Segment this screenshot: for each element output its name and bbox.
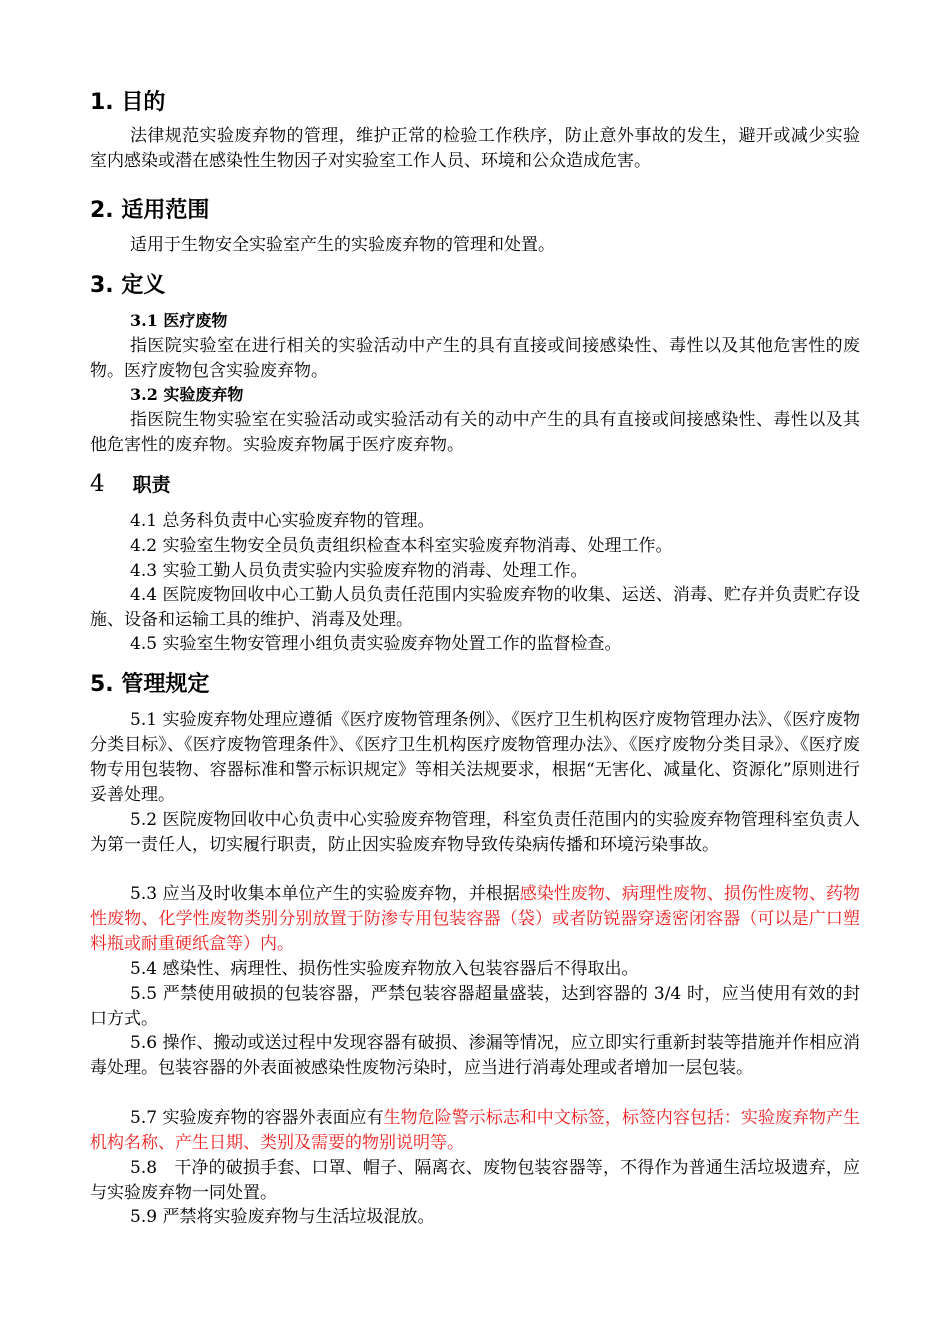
rule-5-8: 5.8 干净的破损手套、口罩、帽子、隔离衣、废物包装容器等，不得作为普通生活垃圾遗弃，应与实验废弃物一同处置。 [90,1158,860,1203]
section-2-heading: 2. 适用范围 [90,198,210,223]
duty-item: 4.2 实验室生物安全员负责组织检查本科室实验废弃物消毒、处理工作。 [130,536,673,556]
rule-5-7 [90,1106,860,1156]
section-4-number: 4 [90,471,105,497]
section-4-title: 职责 [132,474,171,496]
duty-item: 4.4 医院废物回收中心工勤人员负责任范围内实验废弃物的收集、运送、消毒、贮存并负责贮存设施、设备和运输工具的维护、消毒及处理。 [90,585,860,630]
rule-5-3 [90,882,860,957]
duty-item: 4.5 实验室生物安管理小组负责实验废弃物处置工作的监督检查。 [130,634,622,654]
rule-5-9: 5.9 严禁将实验废弃物与生活垃圾混放。 [130,1207,435,1227]
rule-5-5: 5.5 严禁使用破损的包装容器，严禁包装容器超量盛装，达到容器的 3/4 时，应当使用有效的封口方式。 [90,984,860,1029]
section-1-heading: 1. 目的 [90,90,166,115]
rule-5-4: 5.4 感染性、病理性、损伤性实验废弃物放入包装容器后不得取出。 [130,959,639,979]
section-4-heading [90,471,171,498]
section-5-heading: 5. 管理规定 [90,672,210,697]
definition-3-2-paragraph: 指医院生物实验室在实验活动或实验活动有关的动中产生的具有直接或间接感染性、毒性以及其他危害性的废弃物。实验废弃物属于医疗废弃物。 [90,410,860,455]
rule-5-3-text: 5.3 应当及时收集本单位产生的实验废弃物，并根据 [130,884,520,904]
section-1-paragraph: 法律规范实验废弃物的管理，维护正常的检验工作秩序，防止意外事故的发生，避开或减少实验室内感染或潜在感染性生物因子对实验室工作人员、环境和公众造成危害。 [90,126,860,171]
duty-item: 4.1 总务科负责中心实验废弃物的管理。 [130,511,435,531]
rule-5-7-highlight: 生物危险警示标志和中文标签，标签内容包括：实验废弃物产生机构名称、产生日期、类别及需要的物别说明等。 [90,1108,860,1153]
definition-3-1-title: 3.1 医疗废物 [130,311,228,330]
section-3-heading: 3. 定义 [90,273,166,298]
section-2-paragraph: 适用于生物安全实验室产生的实验废弃物的管理和处置。 [130,235,555,255]
duty-item: 4.3 实验工勤人员负责实验内实验废弃物的消毒、处理工作。 [130,561,588,581]
rule-5-2: 5.2 医院废物回收中心负责中心实验废弃物管理，科室负责任范围内的实验废弃物管理科室负责人为第一责任人，切实履行职责，防止因实验废弃物导致传染病传播和环境污染事故。 [90,810,860,855]
rule-5-6: 5.6 操作、搬动或送过程中发现容器有破损、渗漏等情况，应立即实行重新封装等措施并作相应消毒处理。包装容器的外表面被感染性废物污染时，应当进行消毒处理或者增加一层包装。 [90,1033,860,1078]
definition-3-1-paragraph: 指医院实验室在进行相关的实验活动中产生的具有直接或间接感染性、毒性以及其他危害性的废物。医疗废物包含实验废弃物。 [90,336,860,381]
rule-5-7-text: 5.7 实验废弃物的容器外表面应有 [130,1108,384,1128]
definition-3-2-title: 3.2 实验废弃物 [130,385,244,404]
rule-5-3-highlight: 感染性废物、病理性废物、损伤性废物、药物性废物、化学性废物类别分别放置于防渗专用包装容器（袋）或者防锐器穿透密闭容器（可以是广口塑料瓶或耐重硬纸盒等）内。 [90,884,860,954]
rule-5-1: 5.1 实验废弃物处理应遵循《医疗废物管理条例》、《医疗卫生机构医疗废物管理办法》、《医疗废物分类目标》、《医疗废物管理条件》、《医疗卫生机构医疗废物管理办法》、《医疗废物分类目录》、《医疗废物专用包装物、容器标准和警示标识规定》等相关法规要求，根据“无害化、减量化、资源化”原则进行妥善处理。 [90,710,860,805]
